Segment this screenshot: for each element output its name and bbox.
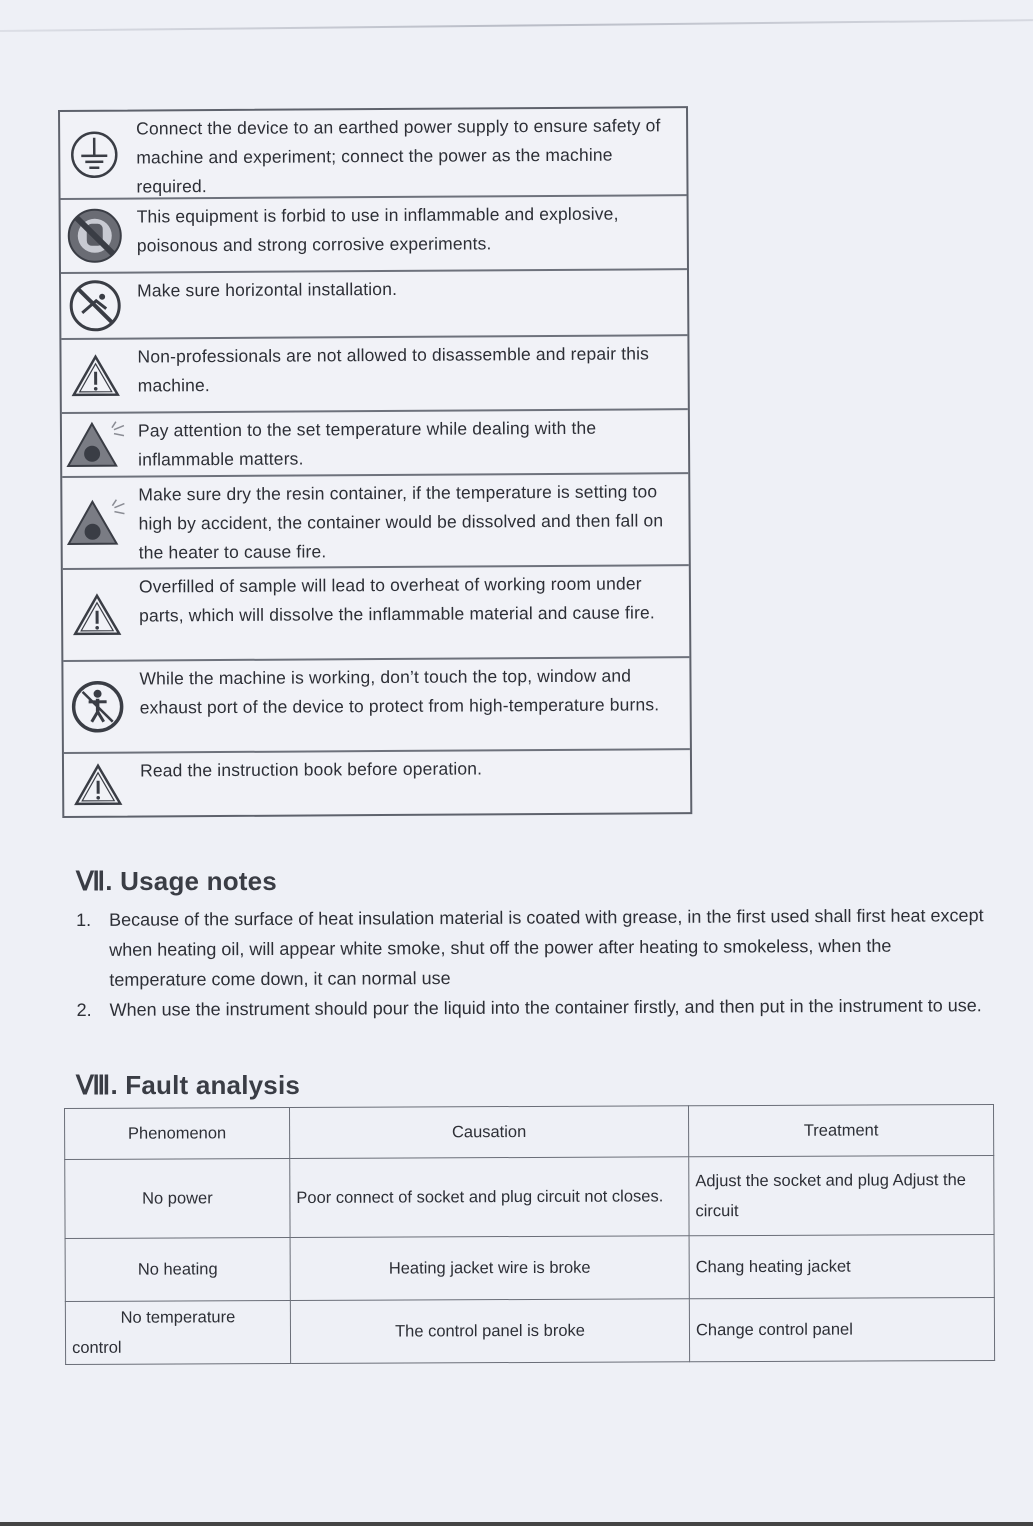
- column-header-treatment: Treatment: [688, 1104, 993, 1156]
- table-header-row: [65, 1104, 994, 1159]
- fault-analysis-heading: Ⅷ. Fault analysis: [76, 1070, 301, 1100]
- list-item-number: 1.: [76, 909, 92, 930]
- fault-analysis-table: [64, 1104, 995, 1365]
- safety-row: [63, 564, 690, 660]
- treatment-cell: Adjust the socket and plug Adjust the circuit: [689, 1155, 994, 1235]
- safety-text: Connect the device to an earthed power supply to ensure safety of machine and experiment; connect the power as the machine required.: [136, 115, 661, 197]
- fire-warning-icon: [62, 414, 130, 476]
- safety-row: [61, 334, 687, 412]
- phenomenon-cell: No power: [65, 1159, 290, 1239]
- phenomenon-line: No temperature: [120, 1308, 236, 1327]
- safety-text: Read the instruction book before operation.: [139, 758, 483, 781]
- earth-ground-icon: [60, 112, 129, 198]
- table-row: [65, 1297, 994, 1364]
- causation-cell: The control panel is broke: [290, 1299, 689, 1364]
- safety-text: Make sure dry the resin container, if the temperature is setting too high by accident, the container would be dissolved and then fall on the heater to cause fire.: [138, 481, 664, 563]
- table-row: [65, 1234, 994, 1301]
- usage-notes-heading: Ⅶ. Usage notes: [76, 866, 277, 896]
- safety-row: [61, 268, 687, 338]
- column-header-causation: Causation: [290, 1106, 689, 1159]
- causation-cell: Poor connect of socket and plug circuit not closes.: [290, 1157, 689, 1238]
- treatment-cell: Chang heating jacket: [689, 1234, 994, 1298]
- no-tilt-prohibition-icon: [61, 274, 129, 338]
- safety-row: [62, 408, 688, 476]
- usage-notes-list: [76, 900, 987, 1025]
- safety-text: Overfilled of sample will lead to overheat of working room under parts, which will dissolve the inflammable material and cause fire.: [138, 573, 655, 626]
- table-row: [65, 1155, 994, 1238]
- column-header-phenomenon: Phenomenon: [65, 1108, 290, 1160]
- safety-text: Make sure horizontal installation.: [137, 278, 398, 301]
- safety-text: While the machine is working, don’t touch the top, window and exhaust port of the device to protect from high-temperature burns.: [139, 665, 660, 718]
- safety-row: [64, 748, 690, 816]
- safety-text: Pay attention to the set temperature while dealing with the inflammable matters.: [137, 417, 597, 470]
- fire-warning-icon: [62, 478, 131, 568]
- list-item-number: 2.: [76, 999, 92, 1020]
- list-item: [76, 900, 986, 995]
- causation-cell: Heating jacket wire is broke: [290, 1236, 689, 1301]
- safety-instructions-table: [58, 106, 692, 818]
- phenomenon-cell: [65, 1301, 290, 1365]
- phenomenon-line: control: [72, 1338, 122, 1357]
- paper-fold-edge: [0, 19, 1033, 32]
- safety-row: [62, 472, 689, 568]
- page-bottom-edge: [0, 1522, 1033, 1526]
- treatment-cell: Change control panel: [689, 1297, 994, 1361]
- list-item-text: When use the instrument should pour the liquid into the container firstly, and then put in the instrument to use.: [109, 995, 982, 1020]
- no-touch-person-icon: [63, 662, 132, 752]
- warning-triangle-icon: [63, 570, 132, 660]
- safety-row: [63, 656, 690, 752]
- safety-row: [61, 194, 687, 272]
- phenomenon-cell: No heating: [65, 1238, 290, 1302]
- safety-row: [60, 108, 687, 198]
- no-hand-prohibition-icon: [61, 200, 129, 272]
- warning-triangle-icon: [61, 340, 129, 412]
- warning-triangle-icon: [64, 754, 132, 816]
- safety-text: This equipment is forbid to use in inflammable and explosive, poisonous and strong corrosive experiments.: [136, 203, 619, 256]
- list-item: [76, 990, 986, 1025]
- list-item-text: Because of the surface of heat insulation material is coated with grease, in the first used shall first heat except when heating oil, will appear white smoke, shut off the power after heating to smokeless, when the temperature come down, it can normal use: [109, 905, 984, 990]
- safety-text: Non-professionals are not allowed to disassemble and repair this machine.: [137, 343, 650, 396]
